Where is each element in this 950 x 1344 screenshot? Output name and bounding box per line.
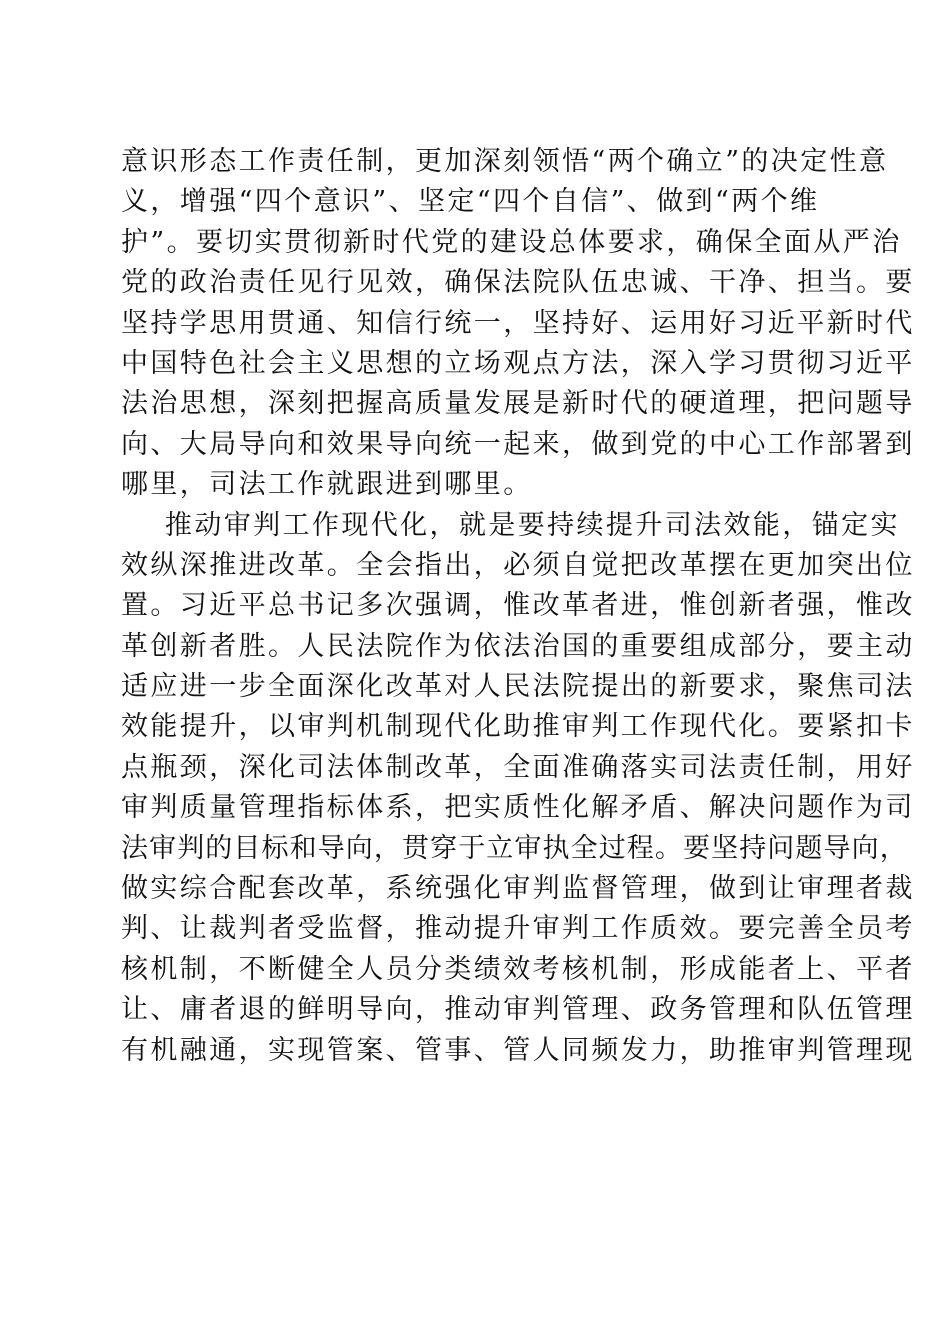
text-line: 向、大局导向和效果导向统一起来，做到党的中心工作部署到 xyxy=(121,428,915,460)
text-line: 有机融通，实现管案、管事、管人同频发力，助推审判管理现 xyxy=(121,1034,915,1066)
text-line: 护”。要切实贯彻新时代党的建设总体要求，确保全面从严治 xyxy=(121,226,902,258)
text-line: 坚持学思用贯通、知信行统一，坚持好、运用好习近平新时代 xyxy=(121,307,915,339)
paragraph-start-line: 推动审判工作现代化，就是要持续提升司法效能，锚定实 xyxy=(121,509,900,541)
text-line: 效纵深推进改革。全会指出，必须自觉把改革摆在更加突出位 xyxy=(121,549,915,581)
text-line: 哪里，司法工作就跟进到哪里。 xyxy=(121,469,533,501)
text-line: 效能提升，以审判机制现代化助推审判工作现代化。要紧扣卡 xyxy=(121,711,915,743)
body-text xyxy=(121,142,915,1071)
text-line: 做实综合配套改革，系统强化审判监督管理，做到让审理者裁 xyxy=(121,873,915,905)
text-line: 适应进一步全面深化改革对人民法院提出的新要求，聚焦司法 xyxy=(121,671,915,703)
text-line: 法治思想，深刻把握高质量发展是新时代的硬道理，把问题导 xyxy=(121,388,915,420)
text-line: 审判质量管理指标体系，把实质性化解矛盾、解决问题作为司 xyxy=(121,792,915,824)
text-line: 点瓶颈，深化司法体制改革，全面准确落实司法责任制，用好 xyxy=(121,751,915,783)
text-line: 中国特色社会主义思想的立场观点方法，深入学习贯彻习近平 xyxy=(121,347,915,379)
text-line: 意识形态工作责任制，更加深刻领悟“两个确立”的决定性意 xyxy=(121,146,889,177)
text-line: 法审判的目标和导向，贯穿于立审执全过程。要坚持问题导向， xyxy=(121,832,908,864)
text-line: 义，增强“四个意识”、坚定“四个自信”、做到“两个维 xyxy=(121,186,820,218)
text-line: 置。习近平总书记多次强调，惟改革者进，惟创新者强，惟改 xyxy=(121,590,915,622)
text-line: 让、庸者退的鲜明导向，推动审判管理、政务管理和队伍管理 xyxy=(121,994,915,1026)
text-line: 革创新者胜。人民法院作为依法治国的重要组成部分，要主动 xyxy=(121,630,915,662)
text-line: 核机制，不断健全人员分类绩效考核机制，形成能者上、平者 xyxy=(121,953,915,985)
text-line: 判、让裁判者受监督，推动提升审判工作质效。要完善全员考 xyxy=(121,913,915,945)
text-line: 党的政治责任见行见效，确保法院队伍忠诚、干净、担当。要 xyxy=(121,267,915,299)
